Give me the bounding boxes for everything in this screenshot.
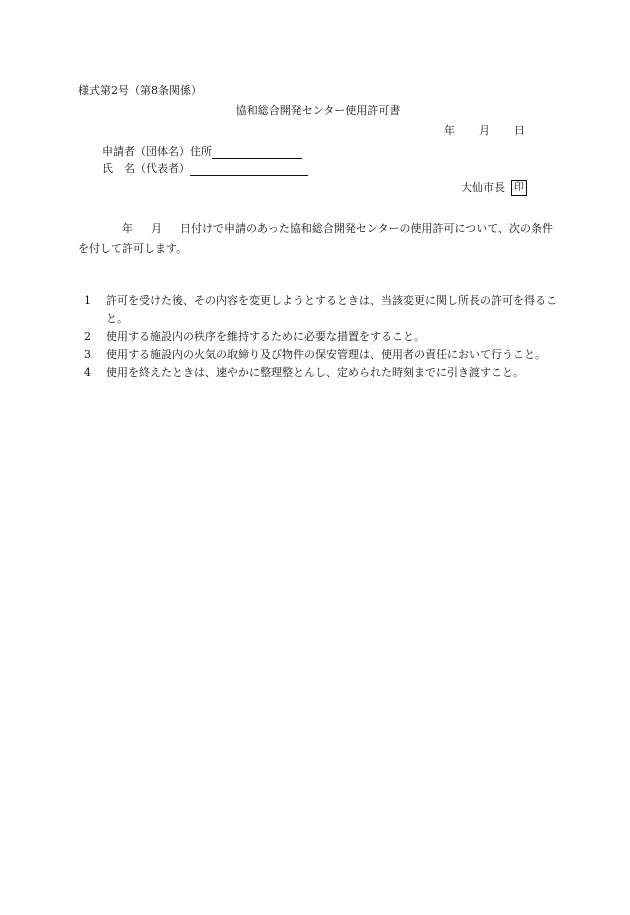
issuer [461, 180, 527, 196]
applicant-address-row [102, 145, 302, 159]
condition-text: 使用を終えたときは、速やかに整理整とんし、定められた時刻までに引き渡すこと。 [106, 366, 524, 379]
issuer-name: 大仙市長 [461, 181, 505, 194]
condition-text: 使用する施設内の秩序を維持するために必要な措置をすること。 [106, 330, 425, 343]
condition-item [84, 364, 564, 382]
condition-item [84, 328, 564, 346]
statement-year: 年 [122, 222, 133, 235]
applicant-name-row [102, 162, 308, 176]
statement-month: 月 [151, 222, 162, 235]
conditions-list [84, 292, 564, 382]
date-year: 年 [444, 124, 455, 137]
condition-number: 2 [84, 330, 91, 343]
condition-item [84, 292, 564, 328]
date-month: 月 [479, 124, 490, 137]
condition-text: 使用する施設内の火気の取締り及び物件の保安管理は、使用者の責任において行うこと。 [106, 348, 546, 361]
applicant-name-line [190, 163, 308, 176]
applicant-name-label: 氏 名（代表者） [102, 162, 190, 175]
statement-text: 日付けで申請のあった協和総合開発センターの使用許可について、次の条件を付して許可します。 [78, 222, 554, 255]
condition-number: 4 [84, 366, 91, 379]
condition-number: 1 [84, 294, 91, 307]
condition-item [84, 346, 564, 364]
applicant-address-label: 申請者（団体名）住所 [102, 145, 212, 158]
issue-date [444, 124, 525, 138]
date-day: 日 [514, 124, 525, 137]
seal-mark: 印 [511, 180, 527, 196]
condition-text: 許可を受けた後、その内容を変更しようとするときは、当該変更に関し所長の許可を得ること。 [106, 294, 557, 325]
condition-number: 3 [84, 348, 91, 361]
permission-statement [78, 219, 558, 259]
applicant-address-line [212, 146, 302, 159]
document-title: 協和総合開発センター使用許可書 [235, 104, 401, 117]
form-number: 様式第2号（第8条関係） [78, 84, 202, 97]
